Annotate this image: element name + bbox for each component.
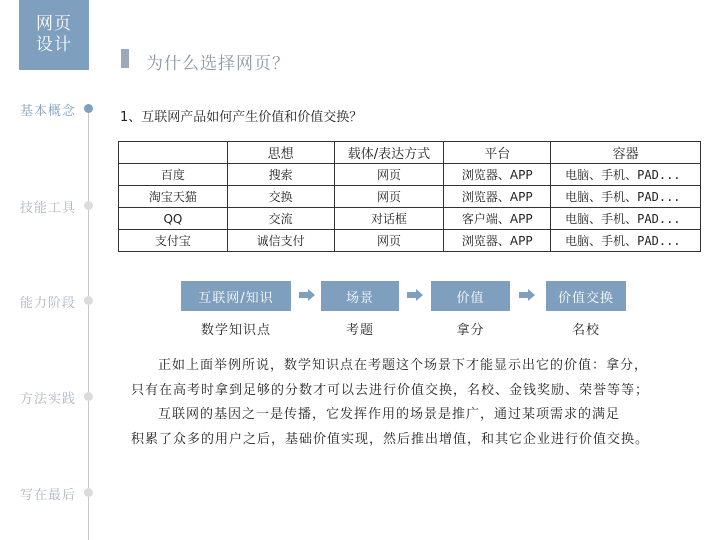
paragraph-line: 积累了众多的用户之后，基础价值实现，然后推出增值，和其它企业进行价值交换。 — [131, 432, 650, 447]
table-cell: 电脑、手机、PAD... — [551, 208, 701, 230]
table-row — [119, 186, 701, 208]
sidebar-item-label: 技能工具 — [19, 201, 76, 216]
sidebar-item-basic-concepts[interactable] — [0, 100, 100, 120]
arrow-right-icon — [299, 289, 315, 301]
product-value-table — [118, 141, 701, 252]
flow-step-value-exchange: 价值交换 — [546, 281, 626, 311]
table-header-cell: 平台 — [444, 142, 551, 164]
timeline-dot-icon — [84, 201, 93, 210]
flow-sub-label: 考题 — [345, 323, 374, 338]
table-cell: 网页 — [334, 230, 444, 252]
timeline-dot-icon — [84, 392, 93, 401]
table-cell: 网页 — [334, 186, 444, 208]
table-cell: 对话框 — [334, 208, 444, 230]
page-title: 为什么选择网页？ — [146, 54, 290, 74]
flow-sub-label: 名校 — [571, 323, 600, 338]
title-line-1: 网页 — [36, 14, 72, 34]
sidebar-item-label: 方法实践 — [19, 392, 76, 407]
table-cell: 淘宝天猫 — [119, 186, 228, 208]
flow-step-internet-knowledge: 互联网/知识 — [181, 281, 291, 311]
sidebar-item-label: 能力阶段 — [19, 296, 76, 311]
sidebar-item-method-practice[interactable] — [0, 388, 100, 408]
table-cell: 百度 — [119, 164, 228, 186]
table-cell: 电脑、手机、PAD... — [551, 186, 701, 208]
paragraph-line: 互联网的基因之一是传播，它发挥作用的场景是推广，通过某项需求的满足 — [158, 407, 621, 422]
table-cell: 诚信支付 — [227, 230, 334, 252]
table-header-cell: 思想 — [227, 142, 334, 164]
table-row — [119, 164, 701, 186]
question-heading: 1、互联网产品如何产生价值和价值交换？ — [120, 110, 363, 125]
sidebar-item-ability-stages[interactable] — [0, 292, 100, 312]
flow-step-scene: 场景 — [321, 281, 399, 311]
header-accent-bar — [121, 49, 129, 68]
sidebar-item-final-words[interactable] — [0, 484, 100, 504]
arrow-right-icon — [407, 289, 423, 301]
table-cell: 网页 — [334, 164, 444, 186]
table-row — [119, 230, 701, 252]
table-row — [119, 208, 701, 230]
table-cell: 搜索 — [227, 164, 334, 186]
timeline-dot-icon — [84, 488, 93, 497]
flow-sub-label: 数学知识点 — [200, 323, 271, 338]
timeline-dot-icon — [84, 104, 93, 113]
table-cell: 电脑、手机、PAD... — [551, 230, 701, 252]
sidebar-item-label: 写在最后 — [19, 488, 76, 503]
sidebar-item-skills-tools[interactable] — [0, 197, 100, 217]
timeline-dot-icon — [84, 296, 93, 305]
table-cell: 浏览器、APP — [444, 230, 551, 252]
section-title-block — [19, 0, 89, 70]
table-header-cell: 容器 — [551, 142, 701, 164]
table-header-cell — [119, 142, 228, 164]
table-cell: 浏览器、APP — [444, 164, 551, 186]
sidebar-timeline-line — [88, 108, 89, 540]
flow-sub-label: 拿分 — [456, 323, 485, 338]
paragraph-line: 只有在高考时拿到足够的分数才可以去进行价值交换，名校、金钱奖励、荣誉等等； — [131, 383, 650, 398]
flow-step-value: 价值 — [431, 281, 510, 311]
table-cell: 客户端、APP — [444, 208, 551, 230]
table-header-row — [119, 142, 701, 164]
table-cell: QQ — [119, 208, 228, 230]
paragraph-line: 正如上面举例所说，数学知识点在考题这个场景下才能显示出它的价值：拿分， — [158, 358, 649, 373]
table-cell: 浏览器、APP — [444, 186, 551, 208]
table-header-cell: 载体/表达方式 — [334, 142, 444, 164]
table-cell: 支付宝 — [119, 230, 228, 252]
table-cell: 交换 — [227, 186, 334, 208]
title-line-2: 设计 — [36, 35, 72, 55]
table-cell: 电脑、手机、PAD... — [551, 164, 701, 186]
table-cell: 交流 — [227, 208, 334, 230]
arrow-right-icon — [519, 289, 535, 301]
sidebar-item-label: 基本概念 — [19, 104, 76, 119]
